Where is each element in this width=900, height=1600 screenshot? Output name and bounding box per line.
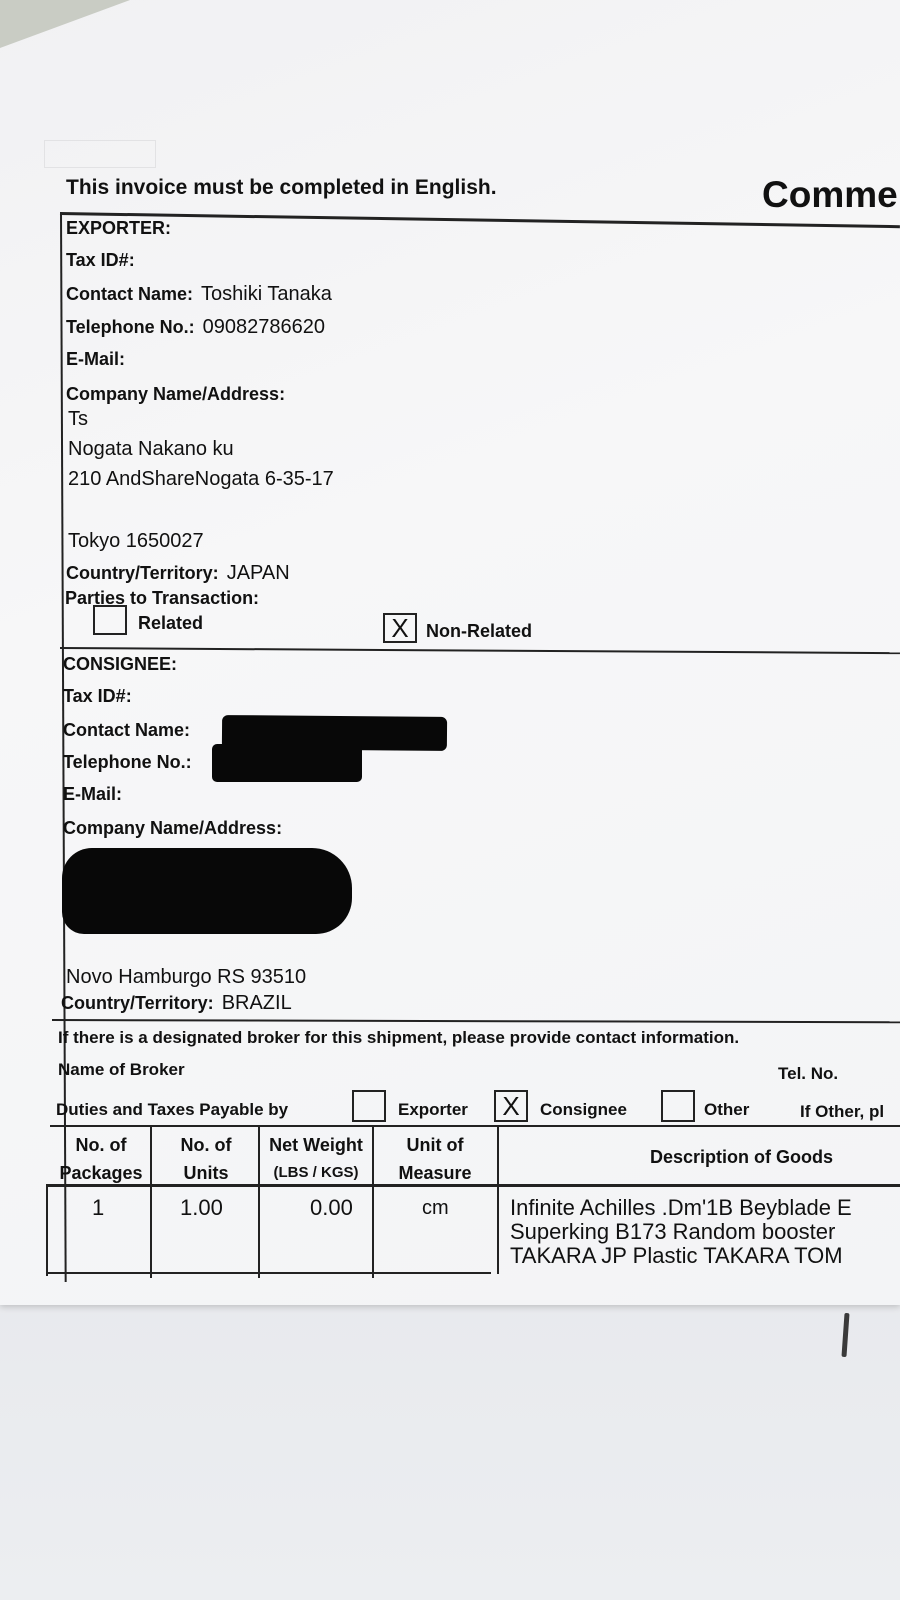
col-header-line: Packages — [59, 1163, 143, 1183]
duties-other-checkbox[interactable] — [661, 1090, 695, 1122]
goods-table-top-border — [50, 1125, 900, 1127]
exporter-address-line: Ts — [68, 408, 88, 430]
consignee-email-label: E-Mail: — [63, 784, 123, 804]
exporter-address-line: 210 AndShareNogata 6-35-17 — [68, 468, 334, 490]
consignee-phone-label: Telephone No.: — [63, 752, 192, 772]
parties-label: Parties to Transaction: — [65, 588, 260, 608]
col-header-description: Description of Goods — [650, 1147, 834, 1167]
duties-consignee-label: Consignee — [540, 1100, 627, 1119]
goods-col-divider — [372, 1126, 374, 1278]
cell-net-weight: 0.00 — [310, 1195, 353, 1220]
faint-bleedthrough-text — [52, 116, 56, 131]
non-related-checkbox[interactable]: X — [383, 613, 417, 643]
consignee-country-label: Country/Territory: — [61, 993, 214, 1013]
redacted-address — [62, 848, 352, 934]
exporter-phone-row — [66, 316, 325, 339]
exporter-country-row — [66, 562, 290, 585]
cell-uom: cm — [422, 1197, 449, 1219]
related-label: Related — [138, 613, 204, 633]
related-checkbox[interactable] — [93, 605, 127, 635]
col-header-packages — [54, 1131, 148, 1187]
exporter-address-line: Tokyo 1650027 — [68, 530, 204, 552]
exporter-contact-row — [66, 283, 332, 306]
col-header-line: No. of — [180, 1135, 232, 1155]
exporter-email-label: E-Mail: — [66, 349, 126, 369]
goods-col-divider — [150, 1126, 152, 1278]
duties-consignee-checkbox[interactable]: X — [494, 1090, 528, 1122]
cell-packages: 1 — [92, 1195, 105, 1220]
consignee-contact-label: Contact Name: — [63, 720, 191, 740]
consignee-heading: CONSIGNEE: — [63, 654, 178, 674]
description-line: Infinite Achilles .Dm'1B Beyblade E — [510, 1195, 852, 1220]
exporter-heading: EXPORTER: — [66, 218, 172, 238]
col-header-line: (LBS / KGS) — [273, 1164, 359, 1181]
description-line: TAKARA JP Plastic TAKARA TOM — [510, 1243, 843, 1268]
broker-tel-label: Tel. No. — [778, 1064, 839, 1083]
duties-label: Duties and Taxes Payable by — [56, 1100, 289, 1119]
duties-exporter-checkbox[interactable] — [352, 1090, 386, 1122]
exporter-tax-id-label: Tax ID#: — [66, 250, 135, 270]
col-header-line: Measure — [398, 1163, 472, 1183]
consignee-city-line: Novo Hamburgo RS 93510 — [66, 966, 307, 988]
exporter-country-value: JAPAN — [226, 562, 290, 584]
col-header-line: Net Weight — [269, 1135, 363, 1155]
exporter-country-label: Country/Territory: — [66, 563, 219, 583]
col-header-line: Unit of — [406, 1135, 464, 1155]
col-header-uom — [376, 1131, 494, 1187]
goods-table-left-border — [46, 1184, 48, 1276]
cell-description — [510, 1196, 852, 1268]
non-related-label: Non-Related — [426, 621, 533, 641]
col-header-units — [156, 1131, 256, 1187]
consignee-divider — [60, 647, 900, 654]
cell-units: 1.00 — [180, 1195, 223, 1220]
faint-bleedthrough-box — [44, 140, 156, 168]
consignee-country-value: BRAZIL — [221, 992, 292, 1014]
exporter-contact-label: Contact Name: — [66, 284, 194, 304]
goods-table-bottom-border — [46, 1272, 491, 1274]
col-header-line: No. of — [75, 1135, 127, 1155]
description-line: Superking B173 Random booster — [510, 1219, 836, 1244]
redacted-phone — [212, 744, 362, 782]
exporter-phone-value: 09082786620 — [202, 316, 326, 338]
broker-name-label: Name of Broker — [58, 1060, 185, 1079]
consignee-company-label: Company Name/Address: — [63, 818, 283, 838]
duties-if-other-label: If Other, pl — [800, 1102, 885, 1121]
col-header-line: Units — [183, 1163, 229, 1183]
consignee-tax-id-label: Tax ID#: — [63, 686, 132, 706]
duties-other-label: Other — [704, 1100, 750, 1119]
broker-divider — [52, 1019, 900, 1023]
invoice-title: Comme — [762, 174, 898, 215]
broker-note: If there is a designated broker for this shipment, please provide contact information. — [58, 1028, 740, 1047]
exporter-phone-label: Telephone No.: — [66, 317, 195, 337]
english-notice: This invoice must be completed in English. — [66, 176, 497, 199]
exporter-address-line: Nogata Nakano ku — [68, 438, 234, 460]
duties-exporter-label: Exporter — [398, 1100, 468, 1119]
goods-col-divider — [497, 1126, 499, 1274]
paper-corner-shadow — [0, 0, 130, 48]
exporter-company-label: Company Name/Address: — [66, 384, 286, 404]
left-border — [60, 212, 67, 1282]
consignee-country-row — [61, 992, 292, 1015]
exporter-contact-value: Toshiki Tanaka — [201, 283, 332, 305]
col-header-net-weight — [260, 1131, 372, 1187]
